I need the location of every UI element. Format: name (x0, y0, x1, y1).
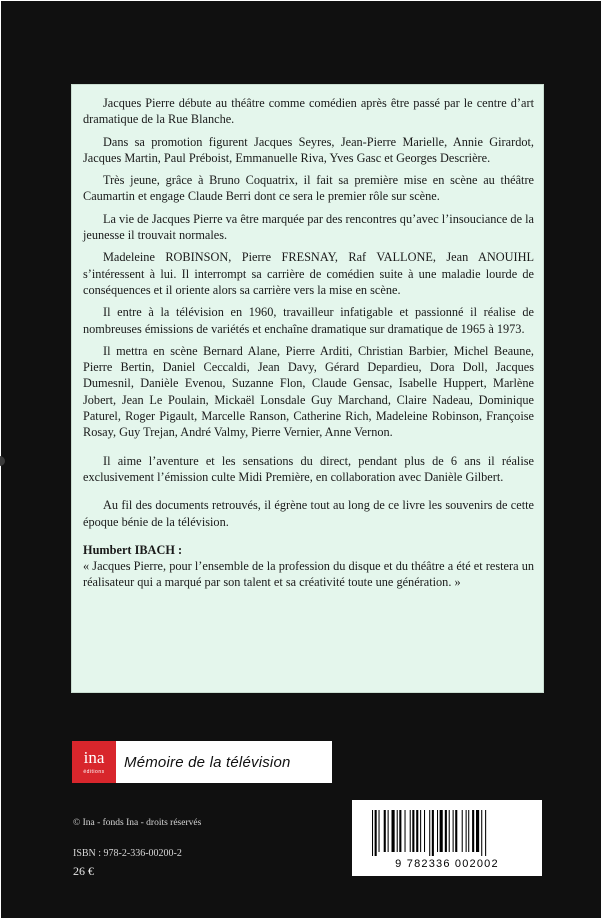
barcode-bars (370, 810, 524, 856)
series-title: Mémoire de la télévision (124, 753, 291, 771)
paragraph: Madeleine ROBINSON, Pierre FRESNAY, Raf VALLONE, Jean ANOUIHL s’intéressent à lui. Il interrompt sa carrière de comédien suite à une maladie lourde de conséquences et il oriente alors sa carrière vers la mise en scène. (83, 250, 534, 297)
ina-logo-text: ina (83, 748, 105, 767)
barcode-bar (410, 810, 411, 852)
barcode-bar (468, 810, 469, 852)
barcode-bar (388, 810, 389, 852)
paragraph: Très jeune, grâce à Bruno Coquatrix, il fait sa première mise en scène au théâtre Caumartin et engage Claude Berri dont ce sera le premier rôle sur scène. (83, 173, 534, 204)
barcode-bar (412, 810, 414, 852)
paragraph: Au fil des documents retrouvés, il égrène tout au long de ce livre les souvenirs de cette époque bénie de la télévision. (83, 498, 534, 529)
barcode-bar (472, 810, 474, 852)
barcode-bar (453, 810, 454, 852)
isbn: ISBN : 978-2-336-00200-2 (73, 848, 182, 859)
barcode-number: 9 782336 002002 (395, 858, 499, 870)
barcode (352, 800, 542, 876)
barcode-bar (372, 810, 373, 856)
paragraph: Jacques Pierre débute au théâtre comme comédien après être passé par le centre d’art dramatique de la Rue Blanche. (83, 96, 534, 127)
barcode-bar (397, 810, 398, 852)
barcode-bar (379, 810, 380, 852)
barcode-bar (375, 810, 377, 856)
ina-logo (72, 741, 116, 783)
barcode-bar (384, 810, 386, 852)
barcode-bar (485, 810, 486, 856)
summary-panel (71, 84, 544, 693)
paragraph: Dans sa promotion figurent Jacques Seyres, Jean-Pierre Marielle, Annie Girardot, Jacques Martin, Paul Préboist, Emmanuelle Riva, Yves Gasc et Georges Descrière. (83, 134, 534, 165)
barcode-bar (455, 810, 457, 852)
series-banner (72, 741, 332, 783)
barcode-bar (437, 810, 438, 852)
barcode-bar (399, 810, 401, 852)
barcode-bar (416, 810, 418, 852)
barcode-bar (429, 810, 430, 856)
barcode-bar (420, 810, 421, 852)
barcode-bar (405, 810, 406, 852)
barcode-bar (432, 810, 434, 856)
paragraph: Il entre à la télévision en 1960, travailleur infatigable et passionné il réalise de nombreuses émissions de variétés et enchaîne dramatique sur dramatique de 1965 à 1973. (83, 305, 534, 336)
barcode-bar (449, 810, 450, 852)
quote-text: « Jacques Pierre, pour l’ensemble de la profession du disque et du théâtre a été et restera un réalisateur qui a marqué par son talent et sa créativité toute une génération. » (83, 559, 534, 590)
barcode-bar (424, 810, 425, 852)
paragraph: Il aime l’aventure et les sensations du direct, pendant plus de 6 ans il réalise exclusivement l’émission culte Midi Première, en collaboration avec Danièle Gilbert. (83, 453, 534, 484)
barcode-bar (440, 810, 443, 852)
barcode-bar (392, 810, 395, 852)
barcode-bar (476, 810, 479, 852)
barcode-bar (462, 810, 463, 852)
copyright-notice: © Ina - fonds Ina - droits réservés (73, 818, 202, 828)
price: 26 € (73, 864, 94, 878)
barcode-bar (466, 810, 467, 852)
ina-logo-subtext: éditions (83, 769, 105, 775)
paragraph: La vie de Jacques Pierre va être marquée par des rencontres qu’avec l’insouciance de la jeunesse il trouvait normales. (83, 211, 534, 243)
barcode-bar (445, 810, 447, 852)
barcode-bar (481, 810, 482, 856)
quote-author: Humbert IBACH : (83, 542, 183, 557)
paragraph: Il mettra en scène Bernard Alane, Pierre Arditi, Christian Barbier, Michel Beaune, Pierre Bertin, Daniel Ceccaldi, Jean Davy, Gérard Depardieu, Dora Doll, Jacques Dumesnil, Danièle Evenou, Suzanne Flon, Claude Gensac, Isabelle Huppert, Marlène Jobert, Jean Le Poulain, Mickaël Lonsdale Guy Marchand, Claire Nadeau, Dominique Paturel, Roger Pigault, Marcelle Ranson, Catherine Rich, Madeleine Robinson, Françoise Rosay, Guy Trejan, André Valmy, Pierre Vernier, Anne Vernon. (83, 343, 534, 440)
